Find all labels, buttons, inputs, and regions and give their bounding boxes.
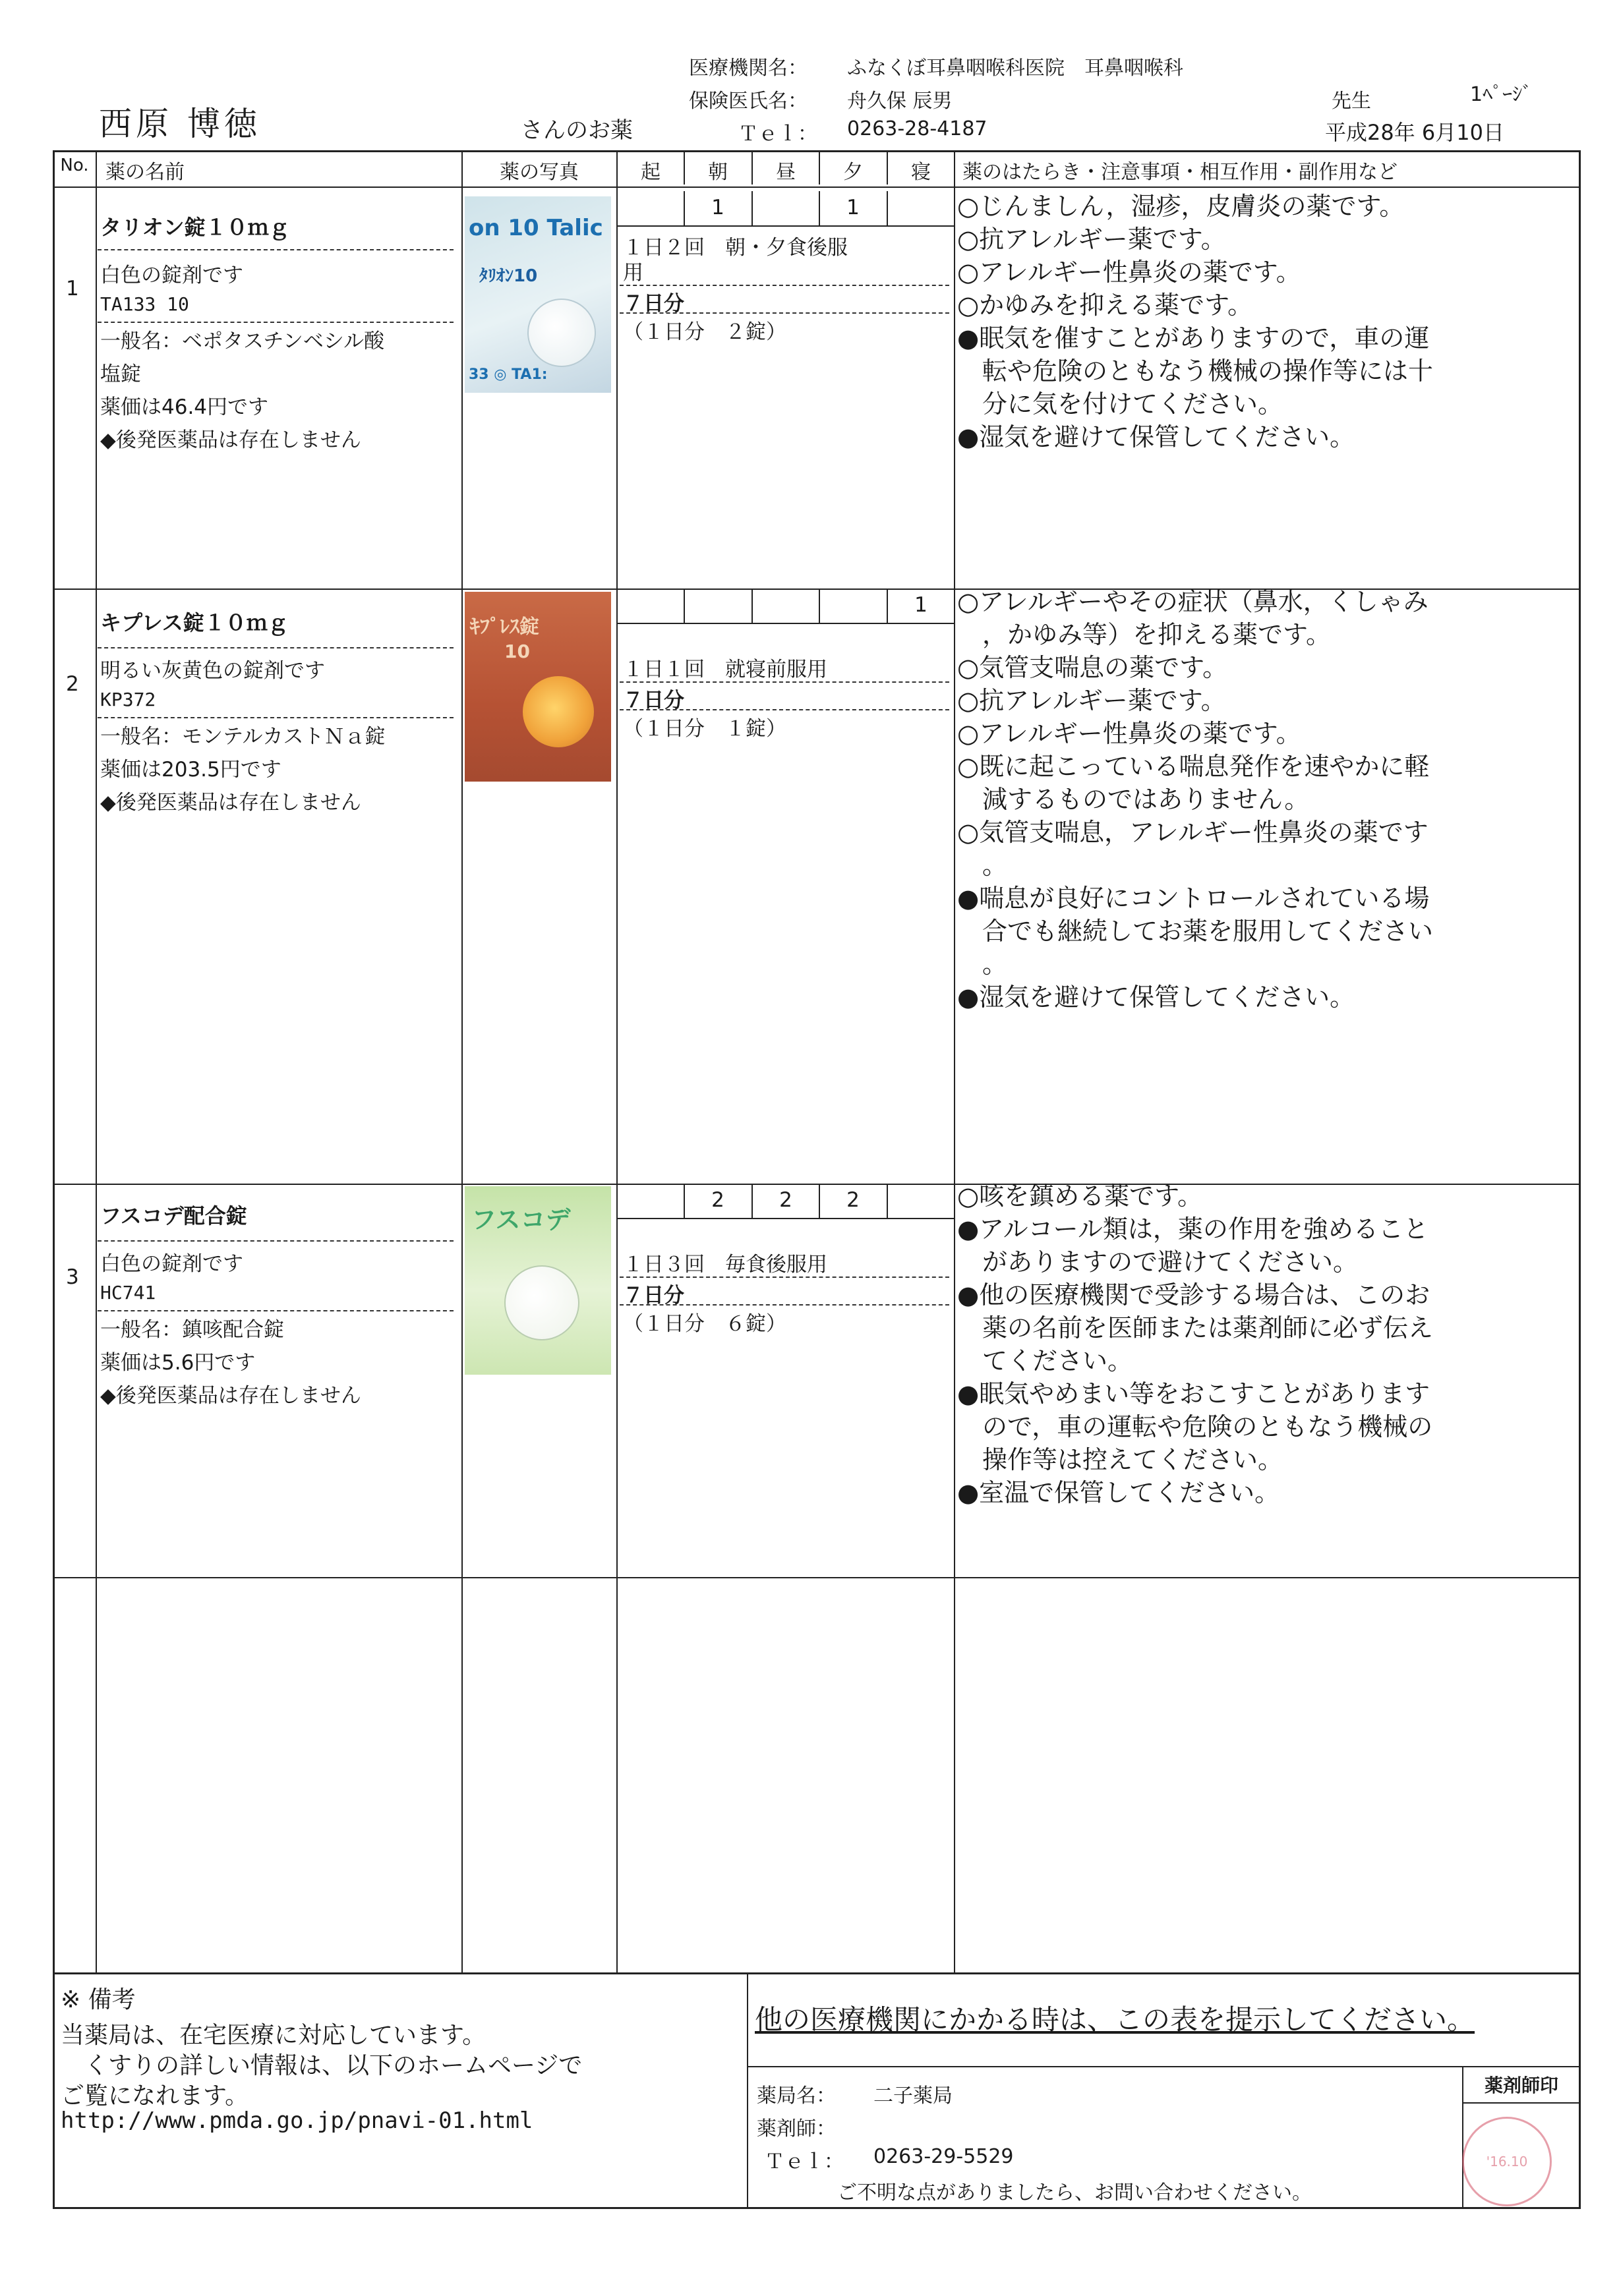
effect-line: 減するものではありません。 xyxy=(957,785,1310,814)
footer-divider xyxy=(747,1974,748,2209)
photo-label: on 10 Talic xyxy=(469,215,603,241)
effect-line: ●湿気を避けて保管してください。 xyxy=(957,422,1355,451)
tel-value: 0263-28-4187 xyxy=(847,117,987,140)
effect-line: 分に気を付けてください。 xyxy=(957,389,1283,418)
effect-line: 。 xyxy=(957,950,1008,979)
col-header-bed: 寝 xyxy=(911,161,931,184)
tablet-image xyxy=(527,299,596,367)
drug-photo xyxy=(465,592,611,782)
dose-row-line xyxy=(616,1218,954,1219)
dose-morning: 2 xyxy=(711,1188,724,1212)
dose-divider xyxy=(819,588,820,623)
pharmacy-tel-label: Ｔｅｌ： xyxy=(765,2150,844,2173)
effect-line: ●眠気やめまい等をおこすことがあります xyxy=(957,1379,1430,1408)
col-header-name: 薬の名前 xyxy=(105,161,185,184)
dose-evening: 2 xyxy=(846,1188,860,1212)
page-number: 1ﾍﾟｰｼﾞ xyxy=(1470,83,1533,106)
photo-label: 10 xyxy=(504,641,530,662)
dose-noon: 2 xyxy=(779,1188,792,1212)
drug-description: 白色の錠剤です xyxy=(100,264,243,287)
col-header-evening: 夕 xyxy=(843,161,863,184)
pharmacy-tel: 0263-29-5529 xyxy=(873,2145,1014,2168)
dashed-divider xyxy=(98,322,454,323)
generic-name: 一般名：モンテルカストＮａ錠 xyxy=(100,725,386,749)
pmda-link[interactable]: http://www.pmda.go.jp/pnavi-01.html xyxy=(61,2108,533,2134)
dashed-divider xyxy=(620,312,949,314)
effect-line: 転や危険のともなう機械の操作等には十 xyxy=(957,357,1434,386)
dashed-divider xyxy=(98,1310,454,1311)
effect-line: ●アルコール類は，薬の作用を強めること xyxy=(957,1215,1428,1244)
dashed-divider xyxy=(98,1240,454,1242)
doctor-suffix: 先生 xyxy=(1332,90,1371,113)
row-divider xyxy=(53,187,1581,188)
dashed-divider xyxy=(98,717,454,718)
effect-line: ●眠気を催すことがありますので，車の運 xyxy=(957,324,1430,353)
effect-line: ○既に起こっている喘息発作を速やかに軽 xyxy=(957,752,1430,781)
col-divider xyxy=(96,150,97,1974)
usage-instructions: １日１回 就寝前服用 xyxy=(623,658,827,681)
dashed-divider xyxy=(620,1304,949,1306)
daily-amount: （１日分 ６錠） xyxy=(623,1312,786,1336)
effect-line: ○抗アレルギー薬です。 xyxy=(957,225,1226,254)
pharmacy-label: 薬局名： xyxy=(757,2084,836,2108)
dose-divider xyxy=(887,191,888,225)
footer-divider xyxy=(1462,2066,1463,2209)
drug-effects xyxy=(957,190,1433,453)
dashed-divider xyxy=(620,285,949,286)
effect-line: ので，車の運転や危険のともなう機械の xyxy=(957,1412,1433,1441)
dose-evening: 1 xyxy=(846,196,860,219)
drug-price: 薬価は5.6円です xyxy=(100,1351,256,1375)
institution-label: 医療機関名： xyxy=(689,57,808,80)
notes-text: くすりの詳しい情報は、以下のホームページで xyxy=(61,2052,583,2079)
effect-line: ○じんましん，湿疹，皮膚炎の薬です。 xyxy=(957,192,1405,221)
effect-line: ○アレルギー性鼻炎の薬です。 xyxy=(957,719,1301,748)
effect-line: 。 xyxy=(957,851,1008,880)
dose-row-line xyxy=(616,225,954,227)
drug-description: 白色の錠剤です xyxy=(100,1252,243,1276)
effect-line: ○アレルギー性鼻炎の薬です。 xyxy=(957,258,1301,287)
generic-note: ◆後発医薬品は存在しません xyxy=(100,428,361,452)
issue-date: 平成28年 6月10日 xyxy=(1325,120,1504,145)
photo-label: フスコデ xyxy=(471,1205,571,1234)
col-header-no: No. xyxy=(60,156,89,175)
col-divider xyxy=(954,150,955,1974)
effect-line: ○抗アレルギー薬です。 xyxy=(957,686,1226,715)
col-header-wake: 起 xyxy=(641,161,661,184)
drug-no: 2 xyxy=(66,672,79,696)
effect-line: がありますので避けてください。 xyxy=(957,1248,1359,1277)
tel-label: Ｔｅｌ： xyxy=(738,123,817,146)
generic-note: ◆後発医薬品は存在しません xyxy=(100,1384,361,1408)
photo-label: ｷﾌﾟﾚｽ錠 xyxy=(470,616,539,639)
dose-divider xyxy=(887,1184,888,1218)
footer-divider xyxy=(747,2066,1581,2067)
generic-name: 一般名：ベポタスチンベシル酸 xyxy=(100,330,385,353)
dose-bed: 1 xyxy=(914,593,927,617)
usage-instructions: １日３回 毎食後服用 xyxy=(623,1253,827,1277)
drug-price: 薬価は46.4円です xyxy=(100,395,269,419)
drug-photo xyxy=(465,1186,611,1375)
drug-name: タリオン錠１０ｍｇ xyxy=(100,215,290,240)
dose-divider xyxy=(684,588,685,623)
footer-divider xyxy=(1462,2102,1581,2104)
effect-line: てください。 xyxy=(957,1346,1133,1375)
generic-name: 一般名：鎮咳配合錠 xyxy=(100,1318,284,1342)
drug-name: キプレス錠１０ｍｇ xyxy=(100,610,289,635)
daily-amount: （１日分 ２錠） xyxy=(623,320,786,344)
effect-line: ○気管支喘息，アレルギー性鼻炎の薬です xyxy=(957,818,1428,847)
col-header-noon: 昼 xyxy=(776,161,796,184)
drug-effects xyxy=(957,585,1433,1014)
effect-line: ○アレルギーやその症状（鼻水，くしゃみ xyxy=(957,587,1428,616)
seal-label: 薬剤師印 xyxy=(1484,2075,1558,2096)
dose-morning: 1 xyxy=(711,196,724,219)
drug-name: フスコデ配合錠 xyxy=(100,1203,247,1228)
tablet-image xyxy=(504,1265,579,1340)
pharmacist-label: 薬剤師： xyxy=(757,2117,836,2140)
doctor-value: 舟久保 辰男 xyxy=(847,90,953,113)
dosage-days: ７日分 xyxy=(623,1284,684,1307)
notes-text: ご覧になれます。 xyxy=(61,2082,249,2109)
drug-code: KP372 xyxy=(100,689,156,710)
notes-text: 当薬局は、在宅医療に対応しています。 xyxy=(61,2022,486,2049)
effect-line: ●喘息が良好にコントロールされている場 xyxy=(957,884,1430,913)
drug-code: TA133 10 xyxy=(100,293,189,315)
institution-value: ふなくぼ耳鼻咽喉科医院 耳鼻咽喉科 xyxy=(847,57,1183,80)
drug-price: 薬価は203.5円です xyxy=(100,758,281,782)
effect-line: ○気管支喘息の薬です。 xyxy=(957,653,1228,682)
col-header-photo: 薬の写真 xyxy=(500,161,579,184)
patient-name: 西原 博徳 xyxy=(99,105,261,143)
drug-code: HC741 xyxy=(100,1282,156,1304)
effect-line: ○咳を鎮める薬です。 xyxy=(957,1182,1203,1211)
effect-line: 薬の名前を医師または薬剤師に必ず伝え xyxy=(957,1313,1434,1342)
effect-line: 合でも継続してお薬を服用してください xyxy=(957,917,1434,946)
effect-line: ●室温で保管してください。 xyxy=(957,1478,1280,1507)
photo-label: 33 ◎ TA1: xyxy=(469,366,548,383)
inquiry-note: ご不明な点がありましたら、お問い合わせください。 xyxy=(837,2181,1312,2204)
generic-name-cont: 塩錠 xyxy=(100,362,141,386)
col-divider xyxy=(461,150,463,1974)
drug-no: 3 xyxy=(66,1265,79,1289)
pharmacy-name: 二子薬局 xyxy=(873,2084,953,2108)
effect-line: ，かゆみ等）を抑える薬です。 xyxy=(957,620,1331,649)
drug-effects xyxy=(957,1180,1433,1509)
effect-line: 操作等は控えてください。 xyxy=(957,1445,1283,1474)
dashed-divider xyxy=(620,709,949,710)
dose-divider xyxy=(751,191,753,225)
daily-amount: （１日分 １錠） xyxy=(623,717,786,741)
notes-title: ※ 備考 xyxy=(61,1986,136,2013)
seal-text: '16.10 xyxy=(1486,2154,1528,2169)
dashed-divider xyxy=(620,1277,949,1278)
col-header-morning: 朝 xyxy=(708,161,728,184)
patient-suffix: さんのお薬 xyxy=(521,117,633,144)
drug-description: 明るい灰黄色の錠剤です xyxy=(100,659,325,683)
generic-note: ◆後発医薬品は存在しません xyxy=(100,791,361,815)
effect-line: ●湿気を避けて保管してください。 xyxy=(957,983,1355,1012)
dosage-days: ７日分 xyxy=(623,689,684,712)
photo-label: ﾀﾘｵﾝ10 xyxy=(479,266,538,286)
col-divider xyxy=(616,150,618,1974)
dashed-divider xyxy=(98,647,454,648)
dashed-divider xyxy=(98,249,454,250)
tablet-image xyxy=(523,676,594,747)
doctor-label: 保険医氏名： xyxy=(689,90,808,113)
effect-line: ○かゆみを抑える薬です。 xyxy=(957,291,1253,320)
usage-instructions: １日２回 朝・夕食後服 xyxy=(623,236,848,260)
pharmacist-seal xyxy=(1462,2117,1552,2206)
present-notice: 他の医療機関にかかる時は、この表を提示してください。 xyxy=(755,2003,1475,2036)
dashed-divider xyxy=(620,681,949,683)
effect-line: ●他の医療機関で受診する場合は、このお xyxy=(957,1280,1430,1309)
dosage-days: ７日分 xyxy=(623,292,684,316)
drug-no: 1 xyxy=(66,277,79,301)
row-divider xyxy=(53,1577,1581,1578)
col-header-effects: 薬のはたらき・注意事項・相互作用・副作用など xyxy=(962,161,1398,184)
drug-photo xyxy=(465,196,611,393)
dose-row-line xyxy=(616,623,954,624)
dose-divider xyxy=(751,588,753,623)
usage-instructions-cont: 用 xyxy=(623,261,643,285)
